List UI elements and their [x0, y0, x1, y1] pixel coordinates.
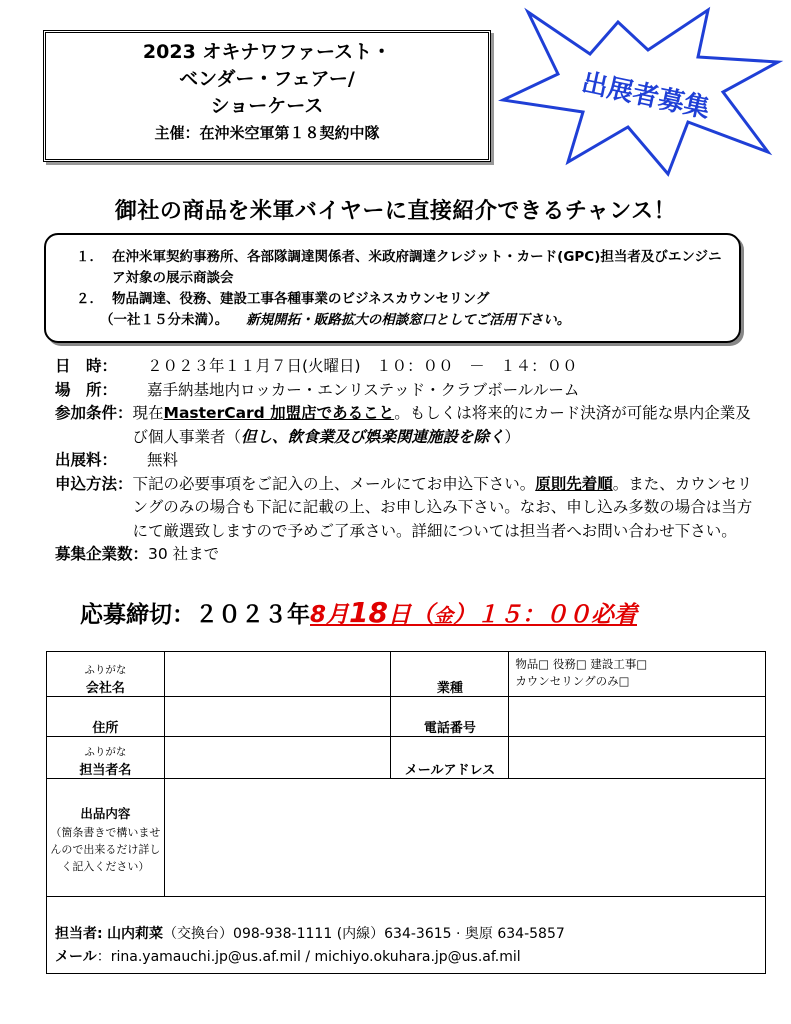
person-label	[47, 737, 165, 779]
headline: 御社の商品を米軍バイヤーに直接紹介できるチャンス！	[114, 199, 677, 224]
point-1	[76, 247, 725, 289]
fee-label: 出展料：	[55, 451, 118, 469]
deadline-weekday: 金	[433, 605, 453, 627]
condition-row	[55, 402, 755, 449]
points-box	[44, 233, 741, 343]
contact-line1	[55, 923, 757, 946]
place-row	[55, 379, 755, 403]
check-line2[interactable]: カウンセリングのみ□	[515, 674, 630, 688]
deadline	[80, 596, 637, 629]
address-label: 住所	[47, 697, 165, 737]
phone-label: 電話番号	[391, 697, 509, 737]
goods-note: （箇条書きで構いませんので出来るだけ詳しく記入ください）	[50, 826, 161, 873]
title-line1: 2023 オキナワファースト・	[142, 41, 392, 63]
person-field[interactable]	[164, 737, 391, 779]
apply-a: 下記の必要事項をご記入の上、メールにてお申込下さい。	[132, 474, 536, 493]
cond-c: 。もしくは将来的にカード決済が可能な県内企業及び個人事業者（	[132, 404, 751, 446]
event-info	[55, 355, 755, 567]
place-value: 嘉手納基地内ロッカー・エンリステッド・クラブボールルーム	[147, 380, 580, 399]
apply-first-come: 原則先着順	[535, 474, 613, 493]
phone-field[interactable]	[509, 697, 766, 737]
contact-name: 山内莉菜	[107, 926, 164, 942]
contact-phone: （交換台）098-938-1111 (内線）634-3615 · 奥原 634-5857	[163, 926, 565, 942]
starburst-badge	[498, 2, 788, 178]
date-row	[55, 355, 755, 379]
contact-mail-label: メール	[55, 949, 97, 965]
count-label: 募集企業数：	[55, 545, 149, 563]
points-note: 新規開拓・販路拡大の相談窓口としてご活用下さい。	[246, 312, 571, 328]
contact-line2	[55, 946, 757, 969]
application-form	[46, 651, 766, 974]
company-label	[47, 652, 165, 697]
cond-e: ）	[504, 427, 521, 446]
point-2	[76, 289, 725, 310]
apply-value	[133, 473, 755, 544]
goods-label	[47, 779, 165, 897]
deadline-month: 8月	[310, 602, 350, 628]
point-1-text: 在沖米軍契約事務所、各部隊調達関係者、米政府調達クレジット・カード(GPC)担当者及びエンジニア対象の展示商談会	[112, 249, 722, 286]
apply-c: 。また、カウンセリングのみの場合も下記に記載の上、お申し込み下さい。なお、申し込み多数の場合は当方にて厳選致しますので予めご了承さい。詳細については担当者へお問い合わせ下さい。	[132, 474, 753, 540]
title-line2: ベンダー・フェアー/	[179, 68, 355, 90]
point-1-num: １．	[76, 249, 103, 265]
deadline-day-suffix: 日（	[387, 602, 434, 628]
company-text: 会社名	[85, 681, 125, 696]
point-2-sub	[76, 310, 725, 331]
count-row	[55, 543, 755, 567]
cond-a: 現在	[132, 404, 164, 422]
email-field[interactable]	[509, 737, 766, 779]
condition-value	[133, 402, 755, 449]
industry-checkboxes[interactable]	[509, 652, 766, 697]
company-field[interactable]	[164, 652, 391, 697]
point-2-num: ２．	[76, 291, 103, 307]
contact-label: 担当者:	[55, 926, 103, 942]
deadline-day: 18	[349, 596, 388, 629]
goods-title: 出品内容	[80, 806, 131, 821]
condition-label: 参加条件：	[55, 404, 133, 422]
email-label: メールアドレス	[391, 737, 509, 779]
company-furigana: ふりがな	[84, 664, 127, 676]
organizer: 主催：在沖米空軍第１８契約中隊	[154, 124, 380, 142]
date-value: ２０２３年１１月７日(火曜日) １０：００ － １４：００	[147, 357, 578, 375]
person-furigana: ふりがな	[84, 746, 127, 758]
contact-info	[47, 897, 766, 974]
count-value: 30 社まで	[148, 545, 220, 563]
deadline-rest: ）１５：００必着	[453, 602, 637, 628]
address-field[interactable]	[164, 697, 391, 737]
apply-label: 申込方法：	[55, 474, 133, 493]
cond-mastercard: MasterCard 加盟店であること	[163, 404, 395, 422]
industry-label: 業種	[391, 652, 509, 697]
person-text: 担当者名	[79, 763, 132, 778]
deadline-prefix: 応募締切：２０２３年	[80, 602, 310, 628]
check-line1[interactable]: 物品□ 役務□ 建設工事□	[515, 657, 648, 671]
deadline-date	[310, 596, 637, 629]
place-label: 場 所：	[55, 380, 118, 399]
burst-text: 出展者募集	[578, 67, 713, 125]
date-label: 日 時：	[55, 357, 118, 375]
points-sub: （一社１５分未満）。	[100, 312, 229, 328]
title-line3: ショーケース	[210, 95, 324, 117]
contact-mail[interactable]: ：rina.yamauchi.jp@us.af.mil / michiyo.okuhara.jp@us.af.mil	[96, 949, 521, 965]
title-box	[43, 30, 491, 162]
fee-value: 無料	[147, 451, 179, 469]
apply-row	[55, 473, 755, 544]
point-2-text: 物品調達、役務、建設工事各種事業のビジネスカウンセリング	[112, 291, 490, 307]
cond-exclusion: 但し、飲食業及び娯楽関連施設を除く	[241, 427, 505, 446]
goods-field[interactable]	[164, 779, 765, 897]
fee-row	[55, 449, 755, 473]
